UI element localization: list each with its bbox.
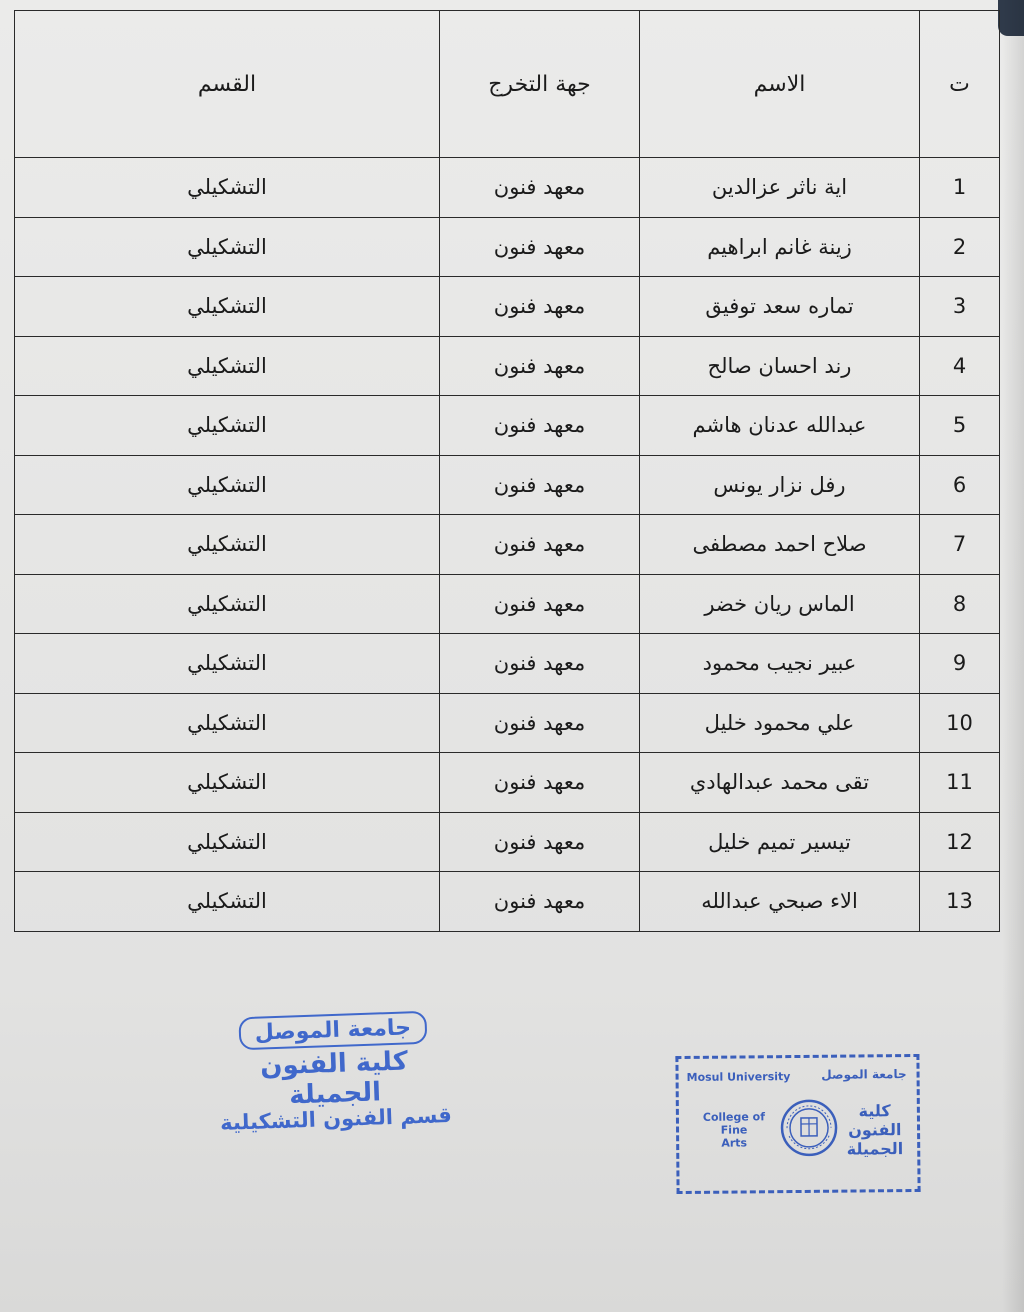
header-name: الاسم <box>640 11 920 158</box>
table-header-row <box>15 11 1000 158</box>
cell-number: 6 <box>920 455 1000 515</box>
cell-name: تماره سعد توفيق <box>640 277 920 337</box>
cell-name: زينة غانم ابراهيم <box>640 217 920 277</box>
cell-department: التشكيلي <box>15 634 440 694</box>
table-row <box>15 812 1000 872</box>
stamp-ar-college-line: الجميلة <box>846 1139 904 1159</box>
cell-number: 7 <box>920 515 1000 575</box>
cell-number: 13 <box>920 872 1000 932</box>
stamp-ar-college-line: كلية <box>858 1101 891 1121</box>
cell-name: رفل نزار يونس <box>640 455 920 515</box>
stamp-en-college-line: Arts <box>721 1136 748 1150</box>
cell-department: التشكيلي <box>15 277 440 337</box>
cell-department: التشكيلي <box>15 515 440 575</box>
cell-graduation: معهد فنون <box>440 574 640 634</box>
table-row <box>15 634 1000 694</box>
cell-name: اية ناثر عزالدين <box>640 158 920 218</box>
cell-name: تقى محمد عبدالهادي <box>640 753 920 813</box>
stamp-en-college <box>699 1110 769 1150</box>
stamp-en-college-line: College of <box>702 1110 766 1124</box>
cell-number: 8 <box>920 574 1000 634</box>
table-row <box>15 217 1000 277</box>
cell-department: التشكيلي <box>15 872 440 932</box>
cell-name: عبدالله عدنان هاشم <box>640 396 920 456</box>
university-seal-icon <box>779 1098 840 1159</box>
stamp-en-college-line: Fine <box>720 1123 748 1137</box>
cell-graduation: معهد فنون <box>440 753 640 813</box>
cell-name: عبير نجيب محمود <box>640 634 920 694</box>
cell-department: التشكيلي <box>15 812 440 872</box>
cell-graduation: معهد فنون <box>440 812 640 872</box>
table-row <box>15 158 1000 218</box>
table-row <box>15 277 1000 337</box>
table-row <box>15 515 1000 575</box>
cell-department: التشكيلي <box>15 693 440 753</box>
table-row <box>15 396 1000 456</box>
cell-graduation: معهد فنون <box>440 217 640 277</box>
header-department: القسم <box>15 11 440 158</box>
cell-graduation: معهد فنون <box>440 515 640 575</box>
cell-number: 3 <box>920 277 1000 337</box>
header-graduation: جهة التخرج <box>440 11 640 158</box>
cell-number: 10 <box>920 693 1000 753</box>
cell-department: التشكيلي <box>15 753 440 813</box>
cell-graduation: معهد فنون <box>440 693 640 753</box>
cell-department: التشكيلي <box>15 396 440 456</box>
cell-department: التشكيلي <box>15 574 440 634</box>
cell-name: رند احسان صالح <box>640 336 920 396</box>
cell-name: الماس ريان خضر <box>640 574 920 634</box>
cell-name: علي محمود خليل <box>640 693 920 753</box>
cell-name: تيسير تميم خليل <box>640 812 920 872</box>
cell-department: التشكيلي <box>15 158 440 218</box>
stamp-ar-university: جامعة الموصل <box>821 1067 907 1082</box>
stamp-ar-college <box>846 1101 903 1158</box>
cell-number: 5 <box>920 396 1000 456</box>
cell-number: 11 <box>920 753 1000 813</box>
cell-name: صلاح احمد مصطفى <box>640 515 920 575</box>
stamp-university-name: جامعة الموصل <box>238 1011 427 1051</box>
cell-number: 1 <box>920 158 1000 218</box>
header-number: ت <box>920 11 1000 158</box>
cell-department: التشكيلي <box>15 455 440 515</box>
cell-graduation: معهد فنون <box>440 634 640 694</box>
table-row <box>15 455 1000 515</box>
cell-number: 9 <box>920 634 1000 694</box>
cell-name: الاء صبحي عبدالله <box>640 872 920 932</box>
cell-number: 12 <box>920 812 1000 872</box>
table-row <box>15 753 1000 813</box>
stamp-college-name: كلية الفنون الجميلة <box>259 1046 409 1111</box>
cell-number: 2 <box>920 217 1000 277</box>
cell-department: التشكيلي <box>15 217 440 277</box>
cell-graduation: معهد فنون <box>440 396 640 456</box>
table-row <box>15 336 1000 396</box>
table-row <box>15 574 1000 634</box>
stamp-en-university: Mosul University <box>686 1070 791 1084</box>
cell-graduation: معهد فنون <box>440 158 640 218</box>
cell-number: 4 <box>920 336 1000 396</box>
table-row <box>15 693 1000 753</box>
cell-graduation: معهد فنون <box>440 455 640 515</box>
student-table <box>14 10 1000 932</box>
cell-graduation: معهد فنون <box>440 336 640 396</box>
college-stamp <box>675 1054 920 1194</box>
department-stamp <box>212 1010 455 1136</box>
stamp-ar-college-line: الفنون <box>848 1120 902 1140</box>
cell-department: التشكيلي <box>15 336 440 396</box>
cell-graduation: معهد فنون <box>440 277 640 337</box>
stamp-department-name: قسم الفنون التشكيلية <box>219 1102 453 1136</box>
table-row <box>15 872 1000 932</box>
cell-graduation: معهد فنون <box>440 872 640 932</box>
page-corner-shadow <box>998 0 1024 36</box>
